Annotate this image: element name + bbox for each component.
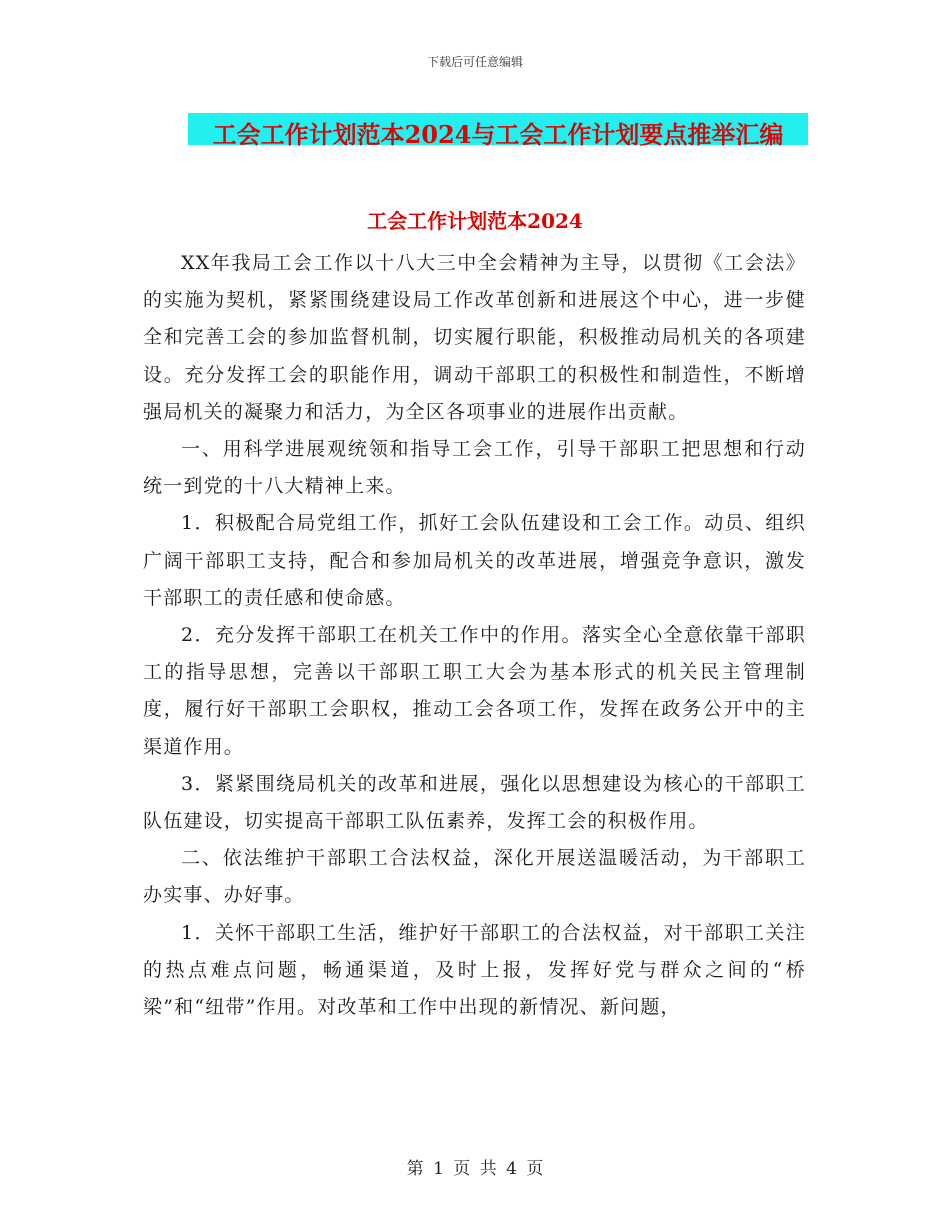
paragraph-item-1-1: 1．积极配合局党组工作，抓好工会队伍建设和工会工作。动员、组织广阔干部职工支持，配合和参加局机关的改革进展，增强竞争意识，激发干部职工的责任感和使命感。 <box>143 512 806 609</box>
paragraph-item-2-1: 1．关怀干部职工生活，维护好干部职工的合法权益，对干部职工关注的热点难点问题，畅通渠道，及时上报，发挥好党与群众之间的“桥梁”和“纽带”作用。对改革和工作中出现的新情况、新问题， <box>143 921 806 1019</box>
paragraph-section-1: 一、用科学进展观统领和指导工会工作，引导干部职工把思想和行动统一到党的十八大精神上来。 <box>143 438 806 498</box>
header-note: 下载后可任意编辑 <box>426 55 523 69</box>
paragraph-intro: XX年我局工会工作以十八大三中全会精神为主导，以贯彻《工会法》的实施为契机，紧紧围绕建设局工作改革创新和进展这个中心，进一步健全和完善工会的参加监督机制，切实履行职能，积极推动局机关的各项建设。充分发挥工会的职能作用，调动干部职工的积极性和制造性，不断增强局机关的凝聚力和活力，为全区各项事业的进展作出贡献。 <box>143 252 806 423</box>
page-footer: 第 1 页 共 4 页 <box>406 1159 544 1179</box>
document-body <box>143 245 806 1026</box>
paragraph-section-2: 二、依法维护干部职工合法权益，深化开展送温暖活动，为干部职工办实事、办好事。 <box>143 847 806 907</box>
document-title: 工会工作计划范本2024与工会工作计划要点推举汇编 <box>212 120 784 149</box>
paragraph-item-1-3: 3．紧紧围绕局机关的改革和进展，强化以思想建设为核心的干部职工队伍建设，切实提高干部职工队伍素养，发挥工会的积极作用。 <box>143 772 806 833</box>
paragraph-item-1-2: 2．充分发挥干部职工在机关工作中的作用。落实全心全意依靠干部职工的指导思想，完善以干部职工职工大会为基本形式的机关民主管理制度，履行好干部职工会职权，推动工会各项工作，发挥在政务公开中的主渠道作用。 <box>143 624 806 758</box>
section-title: 工会工作计划范本2024 <box>367 209 583 233</box>
